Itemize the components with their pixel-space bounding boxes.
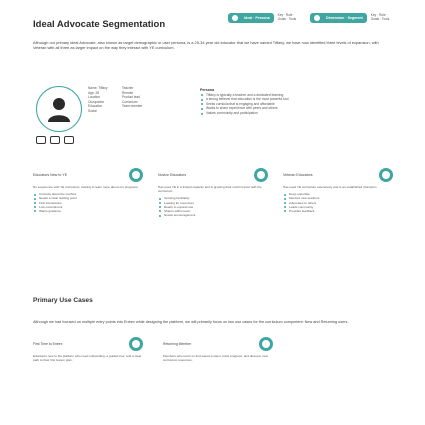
segment-row [33, 168, 393, 217]
segment-card [158, 168, 268, 217]
device-icon [50, 136, 60, 144]
persona-card [36, 86, 172, 132]
segment-desc: Has used YE curriculum extensively and is an established champion [283, 185, 377, 189]
use-case-name: First Time to Entrex [33, 342, 63, 346]
intro-paragraph: Although our primary ideal Advocate, also known as target demographic or user persona, is a 25-34 year old educator that we have named Tiffany, we have now identified three levels of expansion, with Veteran with all three as larger impact on the way they interact with YE curriculum. [33, 40, 379, 50]
segment-traits: Curiosity about the method Needs a clear starting point First interactions Low commitment Wants guidance [33, 192, 143, 213]
segment-ring-icon [254, 168, 268, 182]
segment-desc: No experience with YE curriculum, looking to learn more about our programs [33, 185, 138, 189]
persona-avatar [36, 86, 82, 132]
segment-ring-icon [379, 168, 393, 182]
use-case-ring-icon [259, 337, 273, 351]
person-icon [45, 95, 73, 123]
use-case-row [33, 337, 273, 362]
legend-segment [310, 13, 393, 23]
use-case-desc: Educators new to the platform who need onboarding, a guided tour, and a clear path to their first lesson plan. [33, 354, 142, 363]
legend-notes: Key · Role · Goals · Tools [277, 13, 297, 22]
legend-persona [228, 13, 300, 23]
device-icon [64, 136, 74, 144]
section-paragraph: Although we had focused on multiple entry points into Entrex while designing the platform, we will primarily focus on two use cases for the curriculum component: New and Returning users. [33, 320, 349, 324]
device-icon [36, 136, 46, 144]
legend-pill: Dimension · Segment [310, 13, 367, 23]
segment-name: Novice Educators [158, 173, 187, 177]
legend-dot-icon [314, 15, 320, 21]
segment-desc: Has used YE in a limited capacity and is growing their comfort level with the curriculum [158, 185, 262, 194]
segment-ring-icon [129, 168, 143, 182]
use-case-card [163, 337, 273, 362]
legend-pill: Ideal · Persona [228, 13, 274, 23]
use-case-name: Returning Member [163, 342, 192, 346]
persona-tool-icons [36, 136, 74, 144]
legend-dot-icon [232, 15, 238, 21]
use-case-card [33, 337, 143, 362]
segment-card [283, 168, 393, 217]
use-case-desc: Members who return to find saved content, track progress, and discover new curriculum resources. [163, 354, 268, 363]
section-heading: Primary Use Cases [33, 297, 93, 304]
segment-card [33, 168, 143, 217]
persona-values: Teacher Remote Product lead Curriculum Team member [122, 86, 143, 109]
segment-traits: Deep expertise Mentors new teachers Advocates to others Leads community Provides feedback [283, 192, 393, 213]
page-title: Ideal Advocate Segmentation [33, 19, 166, 30]
segment-traits: Growing familiarity Looking for resources Ready to expand use Shares within team Needs encouragement [158, 196, 268, 217]
segment-name: Veteran Educators [283, 173, 313, 177]
legend-notes: Key · Role · Goals · Tools [370, 13, 390, 22]
persona-attributes: Name: Tiffany Age: 28 Location Occupation Education Social [88, 86, 108, 113]
segment-name: Educators New to YE [33, 173, 68, 177]
use-case-ring-icon [129, 337, 143, 351]
persona-description: Persona Tiffany is typically a teacher and a dedicated learning a strong believer that education is the most powerful tool Seeks curricula that is engaging and affordable Wants to share experience with peers and others Values community and participation [200, 88, 390, 116]
